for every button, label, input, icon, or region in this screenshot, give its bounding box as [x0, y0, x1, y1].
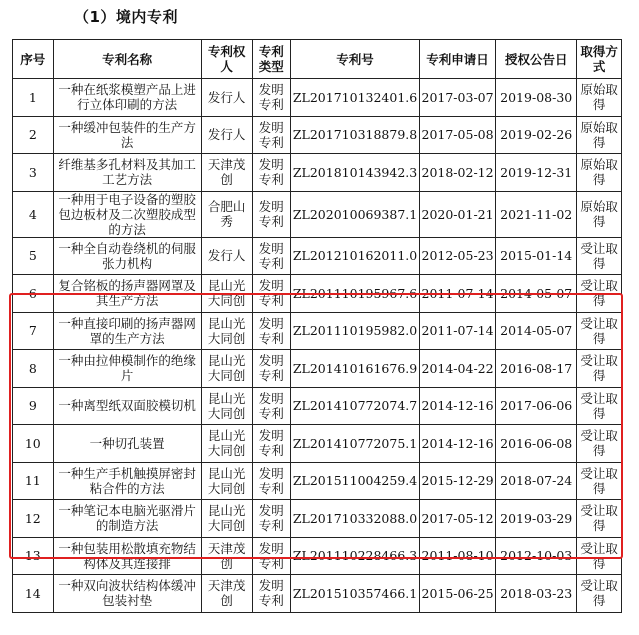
cell-patent-number: ZL201110195982.0 [291, 312, 420, 350]
header-patentee: 专利权人 [201, 40, 252, 79]
cell-index: 4 [13, 191, 54, 237]
cell-acquisition-method: 受让取得 [577, 500, 622, 538]
cell-patentee: 昆山光大同创 [201, 350, 252, 388]
cell-patentee: 昆山光大同创 [201, 425, 252, 463]
cell-patent-type: 发明专利 [252, 537, 291, 575]
cell-patentee: 天津茂创 [201, 154, 252, 192]
cell-patent-name: 一种在纸浆模塑产品上进行立体印刷的方法 [53, 79, 201, 117]
cell-patent-name: 复合铭板的扬声器网罩及其生产方法 [53, 275, 201, 313]
cell-acquisition-method: 原始取得 [577, 116, 622, 154]
cell-application-date: 2011-07-14 [419, 312, 495, 350]
cell-patent-type: 发明专利 [252, 425, 291, 463]
cell-patent-name: 一种包装用松散填充物结构体及其连接排 [53, 537, 201, 575]
cell-index: 14 [13, 575, 54, 613]
cell-patent-name: 一种全自动卷绕机的伺服张力机构 [53, 237, 201, 275]
cell-patent-number: ZL201110228466.3 [291, 537, 420, 575]
cell-application-date: 2020-01-21 [419, 191, 495, 237]
table-row [13, 575, 622, 613]
cell-application-date: 2011-07-14 [419, 275, 495, 313]
header-grant-date: 授权公告日 [496, 40, 577, 79]
patent-table [12, 39, 622, 613]
cell-application-date: 2017-05-12 [419, 500, 495, 538]
cell-index: 3 [13, 154, 54, 192]
cell-application-date: 2014-12-16 [419, 425, 495, 463]
cell-patentee: 昆山光大同创 [201, 387, 252, 425]
cell-acquisition-method: 原始取得 [577, 154, 622, 192]
cell-grant-date: 2014-05-07 [496, 312, 577, 350]
header-acquisition-method: 取得方式 [577, 40, 622, 79]
cell-acquisition-method: 受让取得 [577, 350, 622, 388]
cell-patent-number: ZL201511004259.4 [291, 462, 420, 500]
cell-patentee: 天津茂创 [201, 575, 252, 613]
cell-index: 6 [13, 275, 54, 313]
table-row [13, 425, 622, 463]
cell-patent-type: 发明专利 [252, 387, 291, 425]
cell-grant-date: 2017-06-06 [496, 387, 577, 425]
cell-application-date: 2018-02-12 [419, 154, 495, 192]
cell-grant-date: 2014-05-07 [496, 275, 577, 313]
table-row [13, 116, 622, 154]
cell-patent-type: 发明专利 [252, 237, 291, 275]
cell-grant-date: 2018-03-23 [496, 575, 577, 613]
cell-index: 9 [13, 387, 54, 425]
cell-application-date: 2015-06-25 [419, 575, 495, 613]
cell-index: 5 [13, 237, 54, 275]
table-header-row [13, 40, 622, 79]
cell-patent-type: 发明专利 [252, 350, 291, 388]
header-index: 序号 [13, 40, 54, 79]
cell-grant-date: 2012-10-03 [496, 537, 577, 575]
cell-patent-number: ZL201710332088.0 [291, 500, 420, 538]
table-row [13, 387, 622, 425]
header-patent-type: 专利类型 [252, 40, 291, 79]
cell-patent-number: ZL202010069387.1 [291, 191, 420, 237]
cell-acquisition-method: 原始取得 [577, 79, 622, 117]
table-row [13, 275, 622, 313]
cell-acquisition-method: 受让取得 [577, 387, 622, 425]
cell-patent-name: 纤维基多孔材料及其加工工艺方法 [53, 154, 201, 192]
cell-application-date: 2017-05-08 [419, 116, 495, 154]
cell-patentee: 发行人 [201, 237, 252, 275]
table-row [13, 237, 622, 275]
cell-grant-date: 2019-08-30 [496, 79, 577, 117]
cell-grant-date: 2016-08-17 [496, 350, 577, 388]
cell-patent-type: 发明专利 [252, 500, 291, 538]
cell-patent-name: 一种笔记本电脑光驱滑片的制造方法 [53, 500, 201, 538]
cell-patent-number: ZL201110195967.6 [291, 275, 420, 313]
cell-grant-date: 2016-06-08 [496, 425, 577, 463]
cell-acquisition-method: 原始取得 [577, 191, 622, 237]
table-row [13, 537, 622, 575]
cell-patent-number: ZL201410772075.1 [291, 425, 420, 463]
cell-grant-date: 2021-11-02 [496, 191, 577, 237]
cell-acquisition-method: 受让取得 [577, 425, 622, 463]
cell-grant-date: 2015-01-14 [496, 237, 577, 275]
cell-patentee: 昆山光大同创 [201, 500, 252, 538]
cell-patent-number: ZL201810143942.3 [291, 154, 420, 192]
cell-acquisition-method: 受让取得 [577, 237, 622, 275]
cell-acquisition-method: 受让取得 [577, 575, 622, 613]
cell-patent-number: ZL201710132401.6 [291, 79, 420, 117]
cell-application-date: 2015-12-29 [419, 462, 495, 500]
cell-patent-type: 发明专利 [252, 191, 291, 237]
cell-grant-date: 2019-03-29 [496, 500, 577, 538]
cell-patent-name: 一种双向波状结构体缓冲包装衬垫 [53, 575, 201, 613]
cell-index: 13 [13, 537, 54, 575]
cell-patent-type: 发明专利 [252, 154, 291, 192]
cell-application-date: 2011-08-10 [419, 537, 495, 575]
cell-index: 2 [13, 116, 54, 154]
cell-patent-type: 发明专利 [252, 312, 291, 350]
section-title: （1）境内专利 [74, 8, 178, 26]
cell-index: 11 [13, 462, 54, 500]
cell-patent-number: ZL201410772074.7 [291, 387, 420, 425]
cell-application-date: 2012-05-23 [419, 237, 495, 275]
cell-index: 1 [13, 79, 54, 117]
cell-grant-date: 2019-12-31 [496, 154, 577, 192]
header-application-date: 专利申请日 [419, 40, 495, 79]
cell-acquisition-method: 受让取得 [577, 537, 622, 575]
table-row [13, 462, 622, 500]
table-row [13, 154, 622, 192]
cell-patentee: 合肥山秀 [201, 191, 252, 237]
table-row [13, 500, 622, 538]
cell-patent-type: 发明专利 [252, 79, 291, 117]
cell-application-date: 2014-12-16 [419, 387, 495, 425]
cell-patentee: 发行人 [201, 79, 252, 117]
cell-application-date: 2014-04-22 [419, 350, 495, 388]
cell-patent-number: ZL201210162011.0 [291, 237, 420, 275]
cell-grant-date: 2019-02-26 [496, 116, 577, 154]
cell-patentee: 昆山光大同创 [201, 312, 252, 350]
table-row [13, 79, 622, 117]
cell-index: 8 [13, 350, 54, 388]
cell-acquisition-method: 受让取得 [577, 312, 622, 350]
cell-patent-type: 发明专利 [252, 275, 291, 313]
table-body [13, 79, 622, 613]
cell-patentee: 昆山光大同创 [201, 275, 252, 313]
cell-acquisition-method: 受让取得 [577, 462, 622, 500]
table-row [13, 312, 622, 350]
cell-patent-type: 发明专利 [252, 116, 291, 154]
cell-patentee: 天津茂创 [201, 537, 252, 575]
header-patent-name: 专利名称 [53, 40, 201, 79]
cell-patent-type: 发明专利 [252, 462, 291, 500]
cell-patent-name: 一种生产手机触摸屏密封粘合件的方法 [53, 462, 201, 500]
cell-index: 10 [13, 425, 54, 463]
cell-grant-date: 2018-07-24 [496, 462, 577, 500]
cell-patentee: 发行人 [201, 116, 252, 154]
cell-patentee: 昆山光大同创 [201, 462, 252, 500]
table-row [13, 191, 622, 237]
cell-patent-number: ZL201410161676.9 [291, 350, 420, 388]
cell-patent-name: 一种离型纸双面胶模切机 [53, 387, 201, 425]
header-patent-number: 专利号 [291, 40, 420, 79]
cell-patent-number: ZL201710318879.8 [291, 116, 420, 154]
cell-patent-name: 一种由拉伸模制作的绝缘片 [53, 350, 201, 388]
cell-index: 12 [13, 500, 54, 538]
cell-index: 7 [13, 312, 54, 350]
cell-patent-name: 一种切孔装置 [53, 425, 201, 463]
cell-patent-number: ZL201510357466.1 [291, 575, 420, 613]
cell-patent-name: 一种直接印刷的扬声器网罩的生产方法 [53, 312, 201, 350]
table-row [13, 350, 622, 388]
cell-patent-name: 一种缓冲包装件的生产方法 [53, 116, 201, 154]
cell-patent-type: 发明专利 [252, 575, 291, 613]
cell-patent-name: 一种用于电子设备的塑胶包边板材及二次塑胶成型的方法 [53, 191, 201, 237]
cell-acquisition-method: 受让取得 [577, 275, 622, 313]
cell-application-date: 2017-03-07 [419, 79, 495, 117]
